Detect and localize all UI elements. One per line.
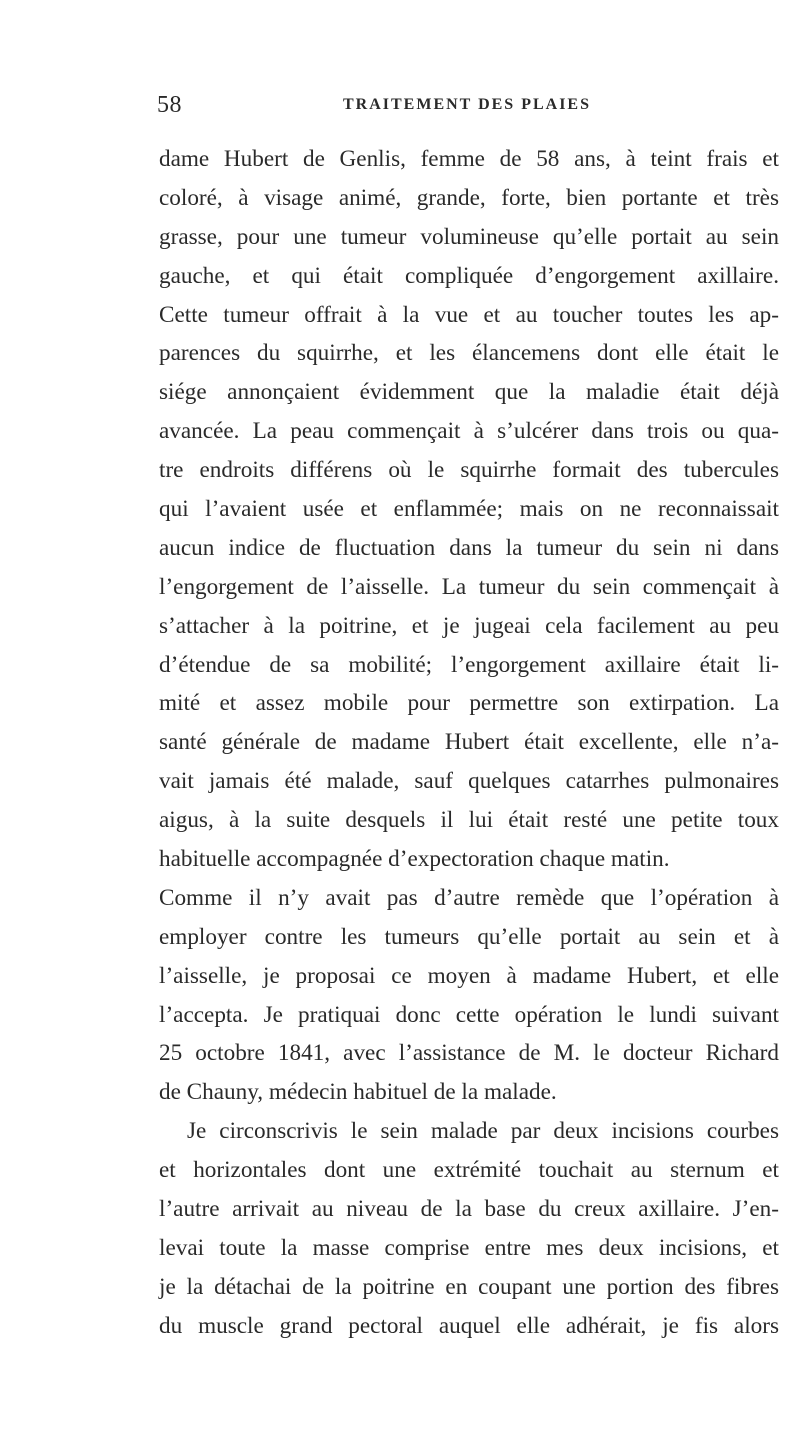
text-line: siége annonçaient évidemment que la maladie était déjà xyxy=(159,379,779,406)
text-line: Comme il n’y avait pas d’autre remède que l’opération à xyxy=(159,884,779,911)
text-line: l’engorgement de l’aisselle. La tumeur du sein commençait à xyxy=(159,573,779,600)
text-line: grasse, pour une tumeur volumineuse qu’elle portait au sein xyxy=(159,223,779,250)
text-line: s’attacher à la poitrine, et je jugeai cela facilement au peu xyxy=(159,612,779,639)
text-line: tre endroits différens où le squirrhe formait des tubercules xyxy=(159,457,779,484)
text-line: avancée. La peau commençait à s’ulcérer dans trois ou qua- xyxy=(159,418,779,445)
text-line: levai toute la masse comprise entre mes deux incisions, et xyxy=(159,1234,779,1261)
text-line: l’accepta. Je pratiquai donc cette opération le lundi suivant xyxy=(159,1001,779,1028)
text-line: du muscle grand pectoral auquel elle adhérait, je fis alors xyxy=(159,1312,779,1339)
text-line: habituelle accompagnée d’expectoration chaque matin. xyxy=(159,846,670,873)
text-line: santé générale de madame Hubert était excellente, elle n’a- xyxy=(159,729,779,756)
text-line: dame Hubert de Genlis, femme de 58 ans, à teint frais et xyxy=(159,146,779,172)
text-line: qui l’avaient usée et enflammée; mais on ne reconnaissait xyxy=(159,496,779,523)
text-line: de Chauny, médecin habituel de la malade. xyxy=(159,1079,557,1106)
text-line: aucun indice de fluctuation dans la tumeur du sein ni dans xyxy=(159,534,779,561)
running-head: TRAITEMENT DES PLAIES xyxy=(343,96,591,113)
text-line: vait jamais été malade, sauf quelques catarrhes pulmonaires xyxy=(159,768,779,795)
text-line: aigus, à la suite desquels il lui était resté une petite toux xyxy=(159,807,779,834)
text-line: employer contre les tumeurs qu’elle portait au sein et à xyxy=(159,923,779,950)
text-line: Je circonscrivis le sein malade par deux incisions courbes xyxy=(187,1118,779,1145)
text-line: mité et assez mobile pour permettre son extirpation. La xyxy=(159,690,779,717)
text-line: parences du squirrhe, et les élancemens dont elle était le xyxy=(159,340,779,367)
text-line: d’étendue de sa mobilité; l’engorgement axillaire était li- xyxy=(159,651,779,678)
text-line: Cette tumeur offrait à la vue et au toucher toutes les ap- xyxy=(159,301,779,328)
text-line: l’autre arrivait au niveau de la base du creux axillaire. J’en- xyxy=(159,1196,779,1223)
text-line: gauche, et qui était compliquée d’engorgement axillaire. xyxy=(159,262,779,289)
body-text xyxy=(159,140,779,1346)
page-number: 58 xyxy=(157,92,182,118)
text-line: je la détachai de la poitrine en coupant une portion des fibres xyxy=(159,1273,779,1300)
text-line: coloré, à visage animé, grande, forte, bien portante et très xyxy=(159,184,779,211)
text-line: et horizontales dont une extrémité touchait au sternum et xyxy=(159,1157,779,1184)
page-header xyxy=(157,92,777,132)
text-line: l’aisselle, je proposai ce moyen à madame Hubert, et elle xyxy=(159,962,779,989)
text-line: 25 octobre 1841, avec l’assistance de M. le docteur Richard xyxy=(159,1040,779,1067)
